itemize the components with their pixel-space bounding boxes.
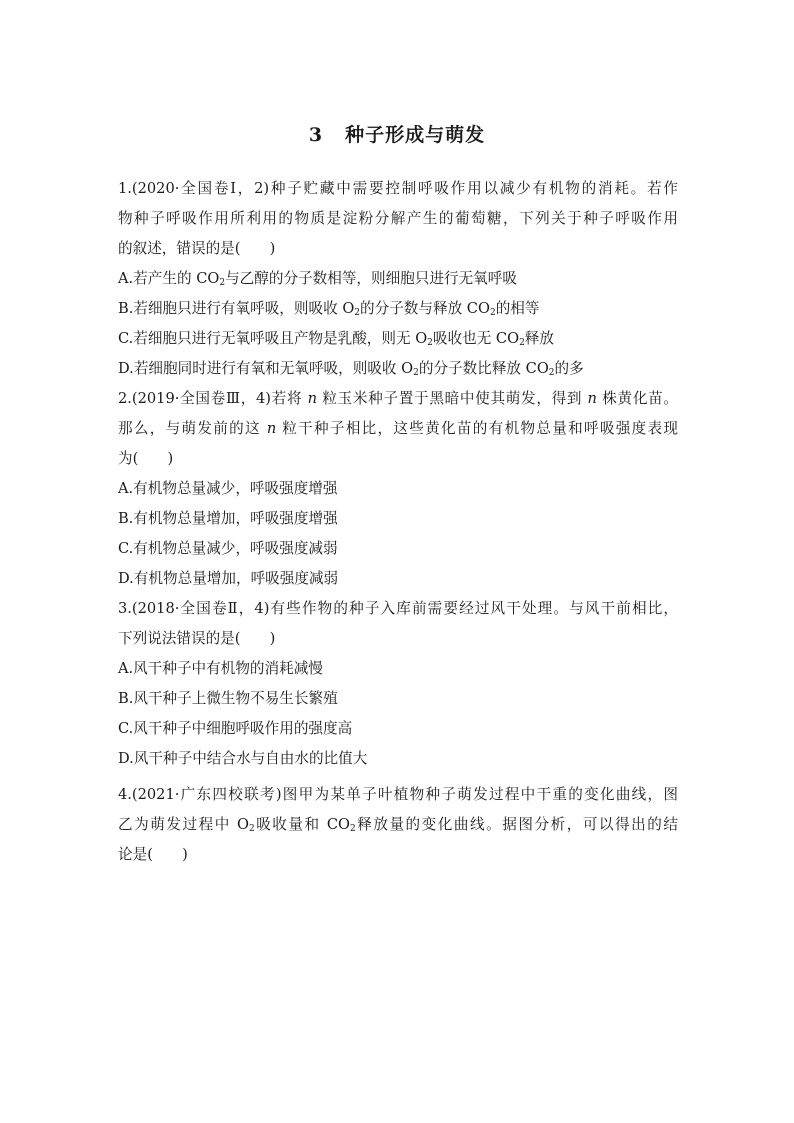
question-4 <box>118 780 678 870</box>
question-3-stem-line-1: 3.(2018·全国卷Ⅱ，4)有些作物的种子入库前需要经过风干处理。与风干前相比， <box>118 600 678 617</box>
question-3-option-b: B.风干种子上微生物不易生长繁殖 <box>118 690 338 707</box>
section-number: 3 <box>308 124 324 146</box>
question-1-stem-line-1: 1.(2020·全国卷Ⅰ，2)种子贮藏中需要控制呼吸作用以减少有机物的消耗。若作 <box>118 180 678 197</box>
question-2-option-b: B.有机物总量增加，呼吸强度增强 <box>118 510 338 527</box>
question-3 <box>118 594 678 774</box>
question-3-option-a: A.风干种子中有机物的消耗减慢 <box>118 660 323 677</box>
question-2-stem-line-1: 2.(2019·全国卷Ⅲ，4)若将 n 粒玉米种子置于黑暗中使其萌发，得到 n 株黄化苗。 <box>118 390 679 407</box>
question-4-stem-line-3: 论是( ) <box>118 846 188 863</box>
question-1 <box>118 174 678 384</box>
question-3-option-d: D.风干种子中结合水与自由水的比值大 <box>118 750 368 767</box>
question-1-option-a: A.若产生的 $CO_2$与乙醇的分子数相等，则细胞只进行无氧呼吸 <box>118 270 517 288</box>
question-4-stem-line-1: 4.(2021·广东四校联考)图甲为某单子叶植物种子萌发过程中干重的变化曲线，图 <box>118 786 678 803</box>
question-list <box>118 174 678 870</box>
question-2-stem-line-3: 为( ) <box>118 450 174 467</box>
question-1-option-d: D.若细胞同时进行有氧和无氧呼吸，则吸收 $O_2$的分子数比释放 $CO_2$的多 <box>118 360 584 378</box>
question-2-option-c: C.有机物总量减少，呼吸强度减弱 <box>118 540 338 557</box>
question-3-stem-line-2: 下列说法错误的是( ) <box>118 630 276 647</box>
section-title <box>0 120 794 147</box>
question-1-option-b: B.若细胞只进行有氧呼吸，则吸收 $O_2$的分子数与释放 $CO_2$的相等 <box>118 300 540 318</box>
question-1-stem-line-3: 的叙述，错误的是( ) <box>118 240 276 257</box>
question-2-option-a: A.有机物总量减少，呼吸强度增强 <box>118 480 338 497</box>
question-2-stem-line-2: 那么，与萌发前的这 n 粒干种子相比，这些黄化苗的有机物总量和呼吸强度表现 <box>118 420 678 437</box>
question-1-option-c: C.若细胞只进行无氧呼吸且产物是乳酸，则无 $O_2$吸收也无 $CO_2$释放 <box>118 330 554 348</box>
question-2 <box>118 384 678 594</box>
question-3-option-c: C.风干种子中细胞呼吸作用的强度高 <box>118 720 353 737</box>
section-heading: 种子形成与萌发 <box>345 124 486 146</box>
question-1-stem-line-2: 物种子呼吸作用所利用的物质是淀粉分解产生的葡萄糖，下列关于种子呼吸作用 <box>118 210 678 227</box>
question-4-stem-line-2: 乙为萌发过程中 $O_2$吸收量和 $CO_2$释放量的变化曲线。据图分析，可以得出的结 <box>118 816 678 834</box>
question-2-option-d: D.有机物总量增加，呼吸强度减弱 <box>118 570 339 587</box>
